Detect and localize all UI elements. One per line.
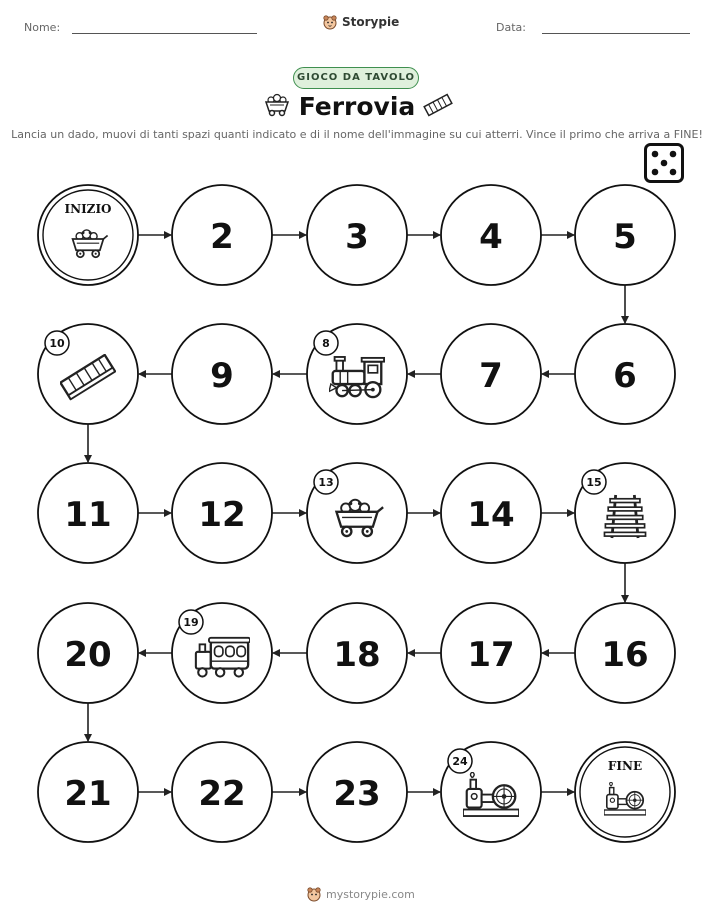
brand-name: Storypie — [342, 15, 400, 29]
board-space-9 — [172, 324, 272, 424]
board-space-19 — [172, 603, 272, 703]
board-space-12 — [172, 463, 272, 563]
space-number: 7 — [479, 356, 503, 396]
board-space-23 — [307, 742, 407, 842]
name-label: Nome: — [24, 21, 61, 34]
space-number: 23 — [333, 774, 381, 814]
board-space-4 — [441, 185, 541, 285]
board-space-3 — [307, 185, 407, 285]
passenger-train-icon — [196, 638, 250, 677]
space-number: 10 — [49, 337, 65, 350]
board-space-24 — [441, 742, 541, 842]
board-space-2 — [172, 185, 272, 285]
board-space-10 — [38, 324, 138, 424]
board-space-8 — [307, 324, 407, 424]
board-space-6 — [575, 324, 675, 424]
board-space-18 — [307, 603, 407, 703]
board-space-7 — [441, 324, 541, 424]
space-number: 5 — [613, 217, 637, 257]
space-number: 19 — [183, 616, 199, 629]
space-number: 20 — [64, 635, 112, 675]
space-number: 14 — [467, 495, 515, 535]
board-space-22 — [172, 742, 272, 842]
space-number: 18 — [333, 635, 381, 675]
board-space-21 — [38, 742, 138, 842]
space-number: 21 — [64, 774, 112, 814]
board-space-13 — [307, 463, 407, 563]
instructions: Lancia un dado, muovi di tanti spazi quanti indicato e di il nome dell'immagine su cui atterri. Vince il primo che arriva a FINE! — [11, 128, 703, 141]
space-number: 4 — [479, 217, 503, 257]
space-number: 2 — [210, 217, 234, 257]
space-number: 6 — [613, 356, 637, 396]
space-number: 9 — [210, 356, 234, 396]
start-label: INIZIO — [64, 202, 112, 216]
space-number: 16 — [601, 635, 649, 675]
date-label: Data: — [496, 21, 526, 34]
board-space-16 — [575, 603, 675, 703]
board-space-14 — [441, 463, 541, 563]
space-number: 12 — [198, 495, 246, 535]
space-number: 24 — [452, 755, 468, 768]
mascot-icon — [306, 886, 322, 902]
space-number: 3 — [345, 217, 369, 257]
footer-url[interactable]: mystorypie.com — [326, 887, 415, 901]
space-number: 17 — [467, 635, 515, 675]
space-circle — [575, 742, 675, 842]
space-number: 15 — [586, 476, 602, 489]
page-title: Ferrovia — [298, 92, 416, 121]
footer — [306, 886, 415, 902]
category-badge: GIOCO DA TAVOLO — [293, 67, 419, 89]
space-number: 13 — [318, 476, 334, 489]
board-space-20 — [38, 603, 138, 703]
board-space-5 — [575, 185, 675, 285]
board-space-17 — [441, 603, 541, 703]
board-space-15 — [575, 463, 675, 563]
end-space — [575, 742, 675, 842]
end-label: FINE — [607, 759, 643, 773]
board-space-11 — [38, 463, 138, 563]
space-number: 8 — [322, 337, 330, 350]
start-space — [38, 185, 138, 285]
space-number: 22 — [198, 774, 246, 814]
space-number: 11 — [64, 495, 112, 535]
railway-track-icon — [604, 495, 645, 538]
